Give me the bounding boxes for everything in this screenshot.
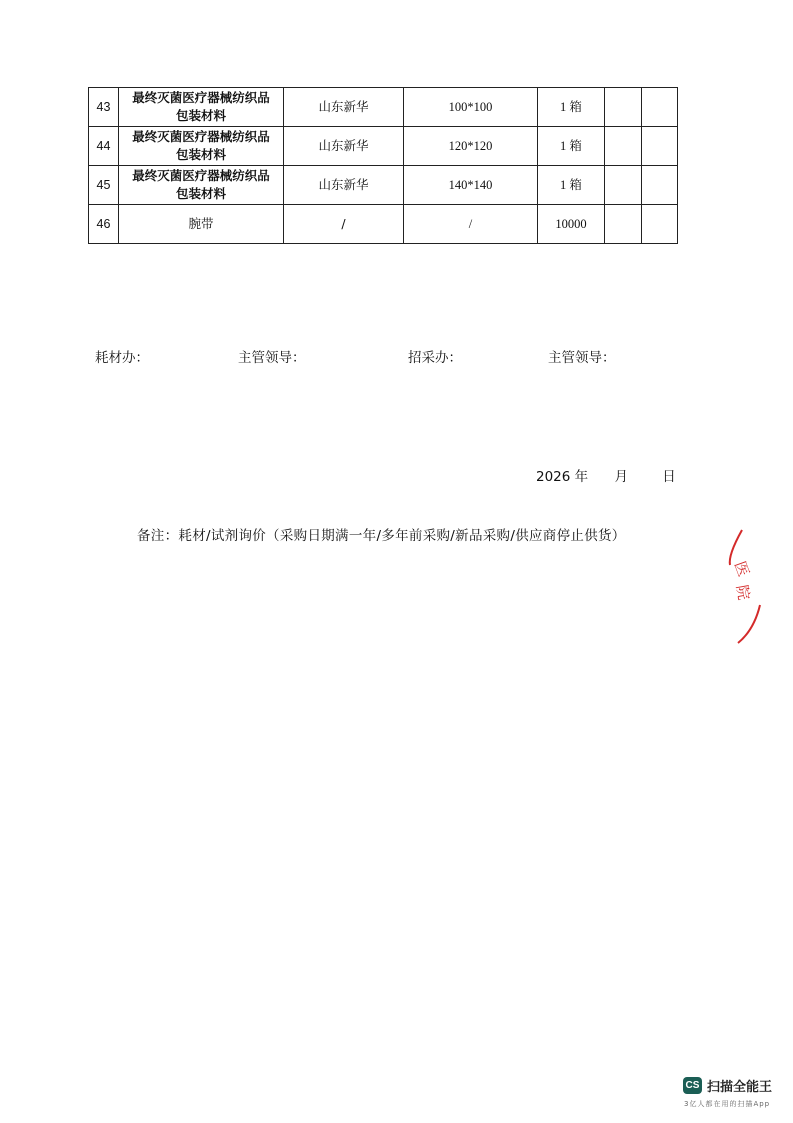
row-number: 46 (89, 205, 119, 244)
row-number: 45 (89, 166, 119, 205)
empty-cell (642, 88, 678, 127)
table-row (89, 127, 678, 166)
supplier-cell: 山东新华 (284, 166, 404, 205)
camscanner-watermark (683, 1077, 788, 1113)
supplier-cell: 山东新华 (284, 88, 404, 127)
spec-cell: 100*100 (404, 88, 538, 127)
watermark-subtitle: 3亿人都在用的扫描App (684, 1100, 771, 1108)
date-month: 月 (614, 469, 628, 485)
camscanner-logo-icon: CS (683, 1077, 702, 1094)
date-line (536, 465, 676, 485)
procurement-office-signature: 招采办： (408, 350, 462, 366)
quantity-cell: 1 箱 (538, 127, 605, 166)
empty-cell (605, 166, 642, 205)
supervisor-signature-2: 主管领导： (548, 350, 616, 366)
watermark-title: 扫描全能王 (707, 1080, 773, 1095)
item-name-line1: 腕带 (188, 216, 214, 231)
quantity-cell: 1 箱 (538, 166, 605, 205)
item-name-line1: 最终灭菌医疗器械纺织品 (132, 90, 270, 105)
red-seal-stamp (720, 525, 780, 645)
quantity-cell: 10000 (538, 205, 605, 244)
date-year: 2026 年 (536, 469, 589, 485)
item-name (119, 88, 284, 127)
remark-note: 备注：耗材/试剂询价（采购日期满一年/多年前采购/新品采购/供应商停止供货） (137, 528, 626, 544)
table-row (89, 88, 678, 127)
empty-cell (642, 166, 678, 205)
empty-cell (642, 205, 678, 244)
table-row (89, 205, 678, 244)
svg-text:院: 院 (732, 583, 754, 602)
item-name (119, 127, 284, 166)
spec-cell: 140*140 (404, 166, 538, 205)
item-name-line2: 包装材料 (175, 186, 226, 201)
item-name-line2: 包装材料 (175, 108, 226, 123)
svg-text:医: 医 (730, 558, 753, 579)
row-number: 43 (89, 88, 119, 127)
item-name-line2: 包装材料 (175, 147, 226, 162)
quantity-cell: 1 箱 (538, 88, 605, 127)
empty-cell (642, 127, 678, 166)
row-number: 44 (89, 127, 119, 166)
spec-cell: 120*120 (404, 127, 538, 166)
supplier-cell: / (284, 205, 404, 244)
date-day: 日 (662, 469, 676, 485)
consumables-office-signature: 耗材办： (95, 350, 149, 366)
supervisor-signature-1: 主管领导： (238, 350, 306, 366)
table-row (89, 166, 678, 205)
empty-cell (605, 88, 642, 127)
item-name (119, 205, 284, 244)
item-name-line1: 最终灭菌医疗器械纺织品 (132, 129, 270, 144)
item-name-line1: 最终灭菌医疗器械纺织品 (132, 168, 270, 183)
empty-cell (605, 127, 642, 166)
items-table (88, 87, 678, 244)
spec-cell: / (404, 205, 538, 244)
empty-cell (605, 205, 642, 244)
item-name (119, 166, 284, 205)
supplier-cell: 山东新华 (284, 127, 404, 166)
